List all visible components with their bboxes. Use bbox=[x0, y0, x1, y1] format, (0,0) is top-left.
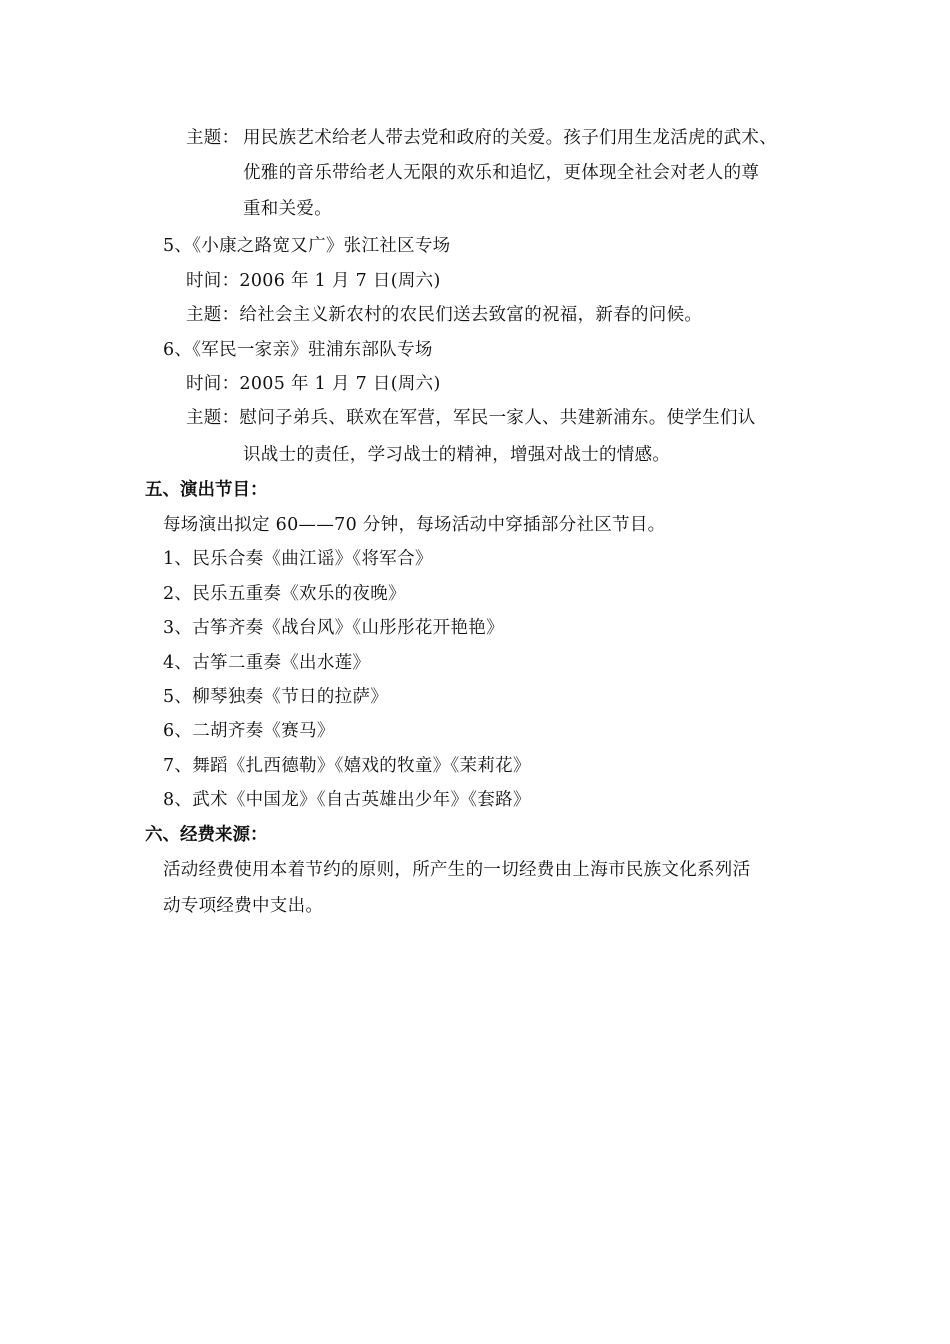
section6-heading: 六、经费来源： bbox=[145, 825, 268, 845]
section6-line2: 动专项经费中支出。 bbox=[163, 896, 324, 916]
program-item: 7、舞蹈《扎西德勒》《嬉戏的牧童》《茉莉花》 bbox=[163, 756, 531, 776]
section6-line1: 活动经费使用本着节约的原则，所产生的一切经费由上海市民族文化系列活 bbox=[163, 860, 751, 880]
event4-theme-line1: 用民族艺术给老人带去党和政府的关爱。孩子们用生龙活虎的武术、 bbox=[243, 128, 777, 148]
event6-theme-line2: 识战士的责任，学习战士的精神，增强对战士的情感。 bbox=[243, 445, 671, 465]
program-item: 8、武术《中国龙》《自古英雄出少年》《套路》 bbox=[163, 790, 531, 810]
program-item: 4、古筝二重奏《出水莲》 bbox=[163, 653, 371, 673]
event5-time: 时间：2006 年 1 月 7 日(周六) bbox=[186, 271, 441, 291]
program-item: 3、古筝齐奏《战台风》《山彤彤花开艳艳》 bbox=[163, 618, 504, 638]
program-item: 5、柳琴独奏《节日的拉萨》 bbox=[163, 687, 389, 707]
event6-title: 6、《军民一家亲》驻浦东部队专场 bbox=[163, 340, 433, 360]
event5-theme: 主题：给社会主义新农村的农民们送去致富的祝福，新春的问候。 bbox=[186, 305, 703, 325]
program-item: 6、二胡齐奏《赛马》 bbox=[163, 721, 335, 741]
event5-title: 5、《小康之路宽又广》张江社区专场 bbox=[163, 236, 451, 256]
event6-time: 时间：2005 年 1 月 7 日(周六) bbox=[186, 374, 441, 394]
event6-theme-line1: 主题：慰问子弟兵、联欢在军营，军民一家人、共建新浦东。使学生们认 bbox=[186, 408, 756, 428]
program-item: 1、民乐合奏《曲江谣》《将军合》 bbox=[163, 549, 433, 569]
event4-theme-line2: 优雅的音乐带给老人无限的欢乐和追忆，更体现全社会对老人的尊 bbox=[243, 163, 760, 183]
event4-theme-label: 主题： bbox=[186, 128, 240, 148]
section5-heading: 五、演出节目： bbox=[145, 480, 268, 500]
event4-theme-line3: 重和关爱。 bbox=[243, 199, 332, 219]
section5-intro: 每场演出拟定 60——70 分钟，每场活动中穿插部分社区节目。 bbox=[163, 515, 666, 535]
program-item: 2、民乐五重奏《欢乐的夜晚》 bbox=[163, 584, 406, 604]
